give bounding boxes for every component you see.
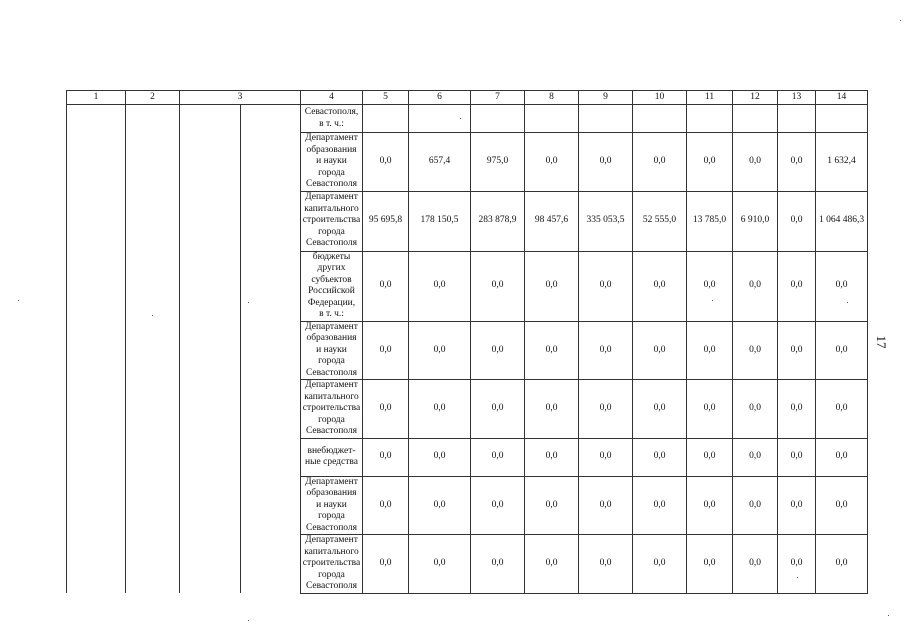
empty-cell xyxy=(67,438,126,476)
table-row xyxy=(67,438,868,476)
value-cell: 0,0 xyxy=(633,321,687,380)
header-cell: 12 xyxy=(733,91,778,105)
value-cell: 0,0 xyxy=(525,251,579,321)
value-cell: 0,0 xyxy=(816,321,868,380)
value-cell: 0,0 xyxy=(778,476,816,535)
value-cell: 0,0 xyxy=(733,321,778,380)
value-cell: 0,0 xyxy=(733,438,778,476)
value-cell xyxy=(778,105,816,133)
value-cell: 0,0 xyxy=(471,438,525,476)
value-cell: 0,0 xyxy=(363,321,409,380)
empty-cell xyxy=(241,251,301,321)
empty-cell xyxy=(180,535,241,594)
header-cell: 7 xyxy=(471,91,525,105)
empty-cell xyxy=(180,133,241,192)
empty-cell xyxy=(241,321,301,380)
header-cell: 4 xyxy=(301,91,363,105)
scan-speck xyxy=(888,615,889,616)
value-cell: 0,0 xyxy=(816,535,868,594)
scan-speck xyxy=(18,300,19,301)
empty-cell xyxy=(67,191,126,251)
empty-cell xyxy=(126,438,180,476)
value-cell: 0,0 xyxy=(816,476,868,535)
value-cell: 1 632,4 xyxy=(816,133,868,192)
empty-cell xyxy=(180,476,241,535)
value-cell xyxy=(471,105,525,133)
row-label: Департамент капитального строительства города Севастополя xyxy=(301,191,363,251)
value-cell: 13 785,0 xyxy=(687,191,733,251)
empty-cell xyxy=(241,105,301,133)
empty-cell xyxy=(67,105,126,133)
empty-cell xyxy=(67,380,126,439)
header-cell: 1 xyxy=(67,91,126,105)
empty-cell xyxy=(126,321,180,380)
value-cell: 0,0 xyxy=(778,535,816,594)
value-cell: 0,0 xyxy=(409,438,471,476)
value-cell: 0,0 xyxy=(816,438,868,476)
empty-cell xyxy=(241,438,301,476)
value-cell: 0,0 xyxy=(633,535,687,594)
empty-cell xyxy=(126,476,180,535)
value-cell: 0,0 xyxy=(579,321,633,380)
empty-cell xyxy=(180,191,241,251)
row-label: Департамент образования и науки города Севастополя xyxy=(301,321,363,380)
value-cell: 0,0 xyxy=(579,535,633,594)
empty-cell xyxy=(126,191,180,251)
value-cell: 0,0 xyxy=(525,380,579,439)
value-cell: 0,0 xyxy=(579,133,633,192)
value-cell: 0,0 xyxy=(733,380,778,439)
value-cell: 0,0 xyxy=(363,476,409,535)
value-cell: 0,0 xyxy=(363,251,409,321)
value-cell: 975,0 xyxy=(471,133,525,192)
scan-speck xyxy=(460,118,461,119)
empty-cell xyxy=(126,105,180,133)
value-cell: 283 878,9 xyxy=(471,191,525,251)
empty-cell xyxy=(126,535,180,594)
value-cell: 95 695,8 xyxy=(363,191,409,251)
header-cell: 8 xyxy=(525,91,579,105)
empty-cell xyxy=(126,251,180,321)
value-cell: 0,0 xyxy=(633,438,687,476)
value-cell: 0,0 xyxy=(687,535,733,594)
budget-table xyxy=(66,90,868,594)
value-cell xyxy=(409,105,471,133)
value-cell: 0,0 xyxy=(363,438,409,476)
row-label: Департамент образования и науки города Севастополя xyxy=(301,133,363,192)
row-label: Департамент капитального строительства города Севастополя xyxy=(301,535,363,594)
empty-cell xyxy=(241,380,301,439)
value-cell: 0,0 xyxy=(733,535,778,594)
table-row xyxy=(67,105,868,133)
value-cell: 335 053,5 xyxy=(579,191,633,251)
scan-speck xyxy=(900,20,901,21)
value-cell: 0,0 xyxy=(409,476,471,535)
empty-cell xyxy=(67,321,126,380)
value-cell: 0,0 xyxy=(525,438,579,476)
scan-speck xyxy=(248,620,249,621)
value-cell xyxy=(525,105,579,133)
table-row xyxy=(67,191,868,251)
empty-cell xyxy=(67,476,126,535)
value-cell: 1 064 486,3 xyxy=(816,191,868,251)
row-label: Департамент капитального строительства города Севастополя xyxy=(301,380,363,439)
value-cell: 0,0 xyxy=(733,251,778,321)
value-cell: 0,0 xyxy=(816,251,868,321)
scan-speck xyxy=(712,300,713,301)
value-cell: 0,0 xyxy=(633,133,687,192)
header-cell: 10 xyxy=(633,91,687,105)
value-cell: 6 910,0 xyxy=(733,191,778,251)
header-cell: 13 xyxy=(778,91,816,105)
header-cell: 6 xyxy=(409,91,471,105)
row-label: внебюджет- ные средства xyxy=(301,438,363,476)
header-cell: 5 xyxy=(363,91,409,105)
empty-cell xyxy=(241,535,301,594)
value-cell xyxy=(733,105,778,133)
value-cell: 0,0 xyxy=(409,535,471,594)
value-cell: 0,0 xyxy=(525,476,579,535)
scan-speck xyxy=(152,315,153,316)
scan-speck xyxy=(847,302,848,303)
value-cell: 52 555,0 xyxy=(633,191,687,251)
value-cell: 0,0 xyxy=(778,133,816,192)
value-cell: 0,0 xyxy=(471,321,525,380)
value-cell: 0,0 xyxy=(687,476,733,535)
table-body xyxy=(67,91,868,594)
empty-cell xyxy=(180,251,241,321)
value-cell: 0,0 xyxy=(579,476,633,535)
empty-cell xyxy=(241,191,301,251)
empty-cell xyxy=(67,535,126,594)
table-row xyxy=(67,535,868,594)
value-cell: 0,0 xyxy=(363,133,409,192)
value-cell xyxy=(579,105,633,133)
value-cell: 0,0 xyxy=(687,133,733,192)
header-cell: 9 xyxy=(579,91,633,105)
value-cell: 98 457,6 xyxy=(525,191,579,251)
value-cell: 0,0 xyxy=(687,438,733,476)
row-label: бюджеты других субъектов Российской Федерации, в т. ч.: xyxy=(301,251,363,321)
empty-cell xyxy=(241,476,301,535)
value-cell: 0,0 xyxy=(778,380,816,439)
value-cell: 0,0 xyxy=(471,380,525,439)
scan-speck xyxy=(797,577,798,578)
table-row xyxy=(67,380,868,439)
value-cell xyxy=(363,105,409,133)
value-cell: 0,0 xyxy=(409,251,471,321)
empty-cell xyxy=(126,380,180,439)
value-cell: 657,4 xyxy=(409,133,471,192)
scan-speck xyxy=(248,302,249,303)
value-cell: 0,0 xyxy=(471,476,525,535)
value-cell: 0,0 xyxy=(816,380,868,439)
value-cell: 0,0 xyxy=(778,438,816,476)
table-row xyxy=(67,476,868,535)
value-cell: 0,0 xyxy=(363,535,409,594)
empty-cell xyxy=(126,133,180,192)
value-cell: 0,0 xyxy=(687,251,733,321)
value-cell: 0,0 xyxy=(733,476,778,535)
empty-cell xyxy=(67,251,126,321)
empty-cell xyxy=(67,133,126,192)
table-row xyxy=(67,321,868,380)
header-row xyxy=(67,91,868,105)
table-row xyxy=(67,251,868,321)
value-cell: 0,0 xyxy=(363,380,409,439)
row-label: Департамент образования и науки города Севастополя xyxy=(301,476,363,535)
value-cell xyxy=(816,105,868,133)
value-cell: 0,0 xyxy=(471,251,525,321)
empty-cell xyxy=(180,380,241,439)
value-cell: 0,0 xyxy=(633,251,687,321)
value-cell: 0,0 xyxy=(778,321,816,380)
empty-cell xyxy=(180,321,241,380)
row-label: Севастополя, в т. ч.: xyxy=(301,105,363,133)
value-cell: 0,0 xyxy=(579,438,633,476)
empty-cell xyxy=(180,105,241,133)
value-cell: 0,0 xyxy=(778,251,816,321)
value-cell: 0,0 xyxy=(409,321,471,380)
value-cell: 0,0 xyxy=(579,380,633,439)
empty-cell xyxy=(180,438,241,476)
table-row xyxy=(67,133,868,192)
value-cell xyxy=(633,105,687,133)
value-cell: 0,0 xyxy=(633,380,687,439)
value-cell: 178 150,5 xyxy=(409,191,471,251)
value-cell: 0,0 xyxy=(778,191,816,251)
value-cell xyxy=(687,105,733,133)
empty-cell xyxy=(241,133,301,192)
value-cell: 0,0 xyxy=(525,321,579,380)
value-cell: 0,0 xyxy=(687,321,733,380)
header-cell: 2 xyxy=(126,91,180,105)
value-cell: 0,0 xyxy=(733,133,778,192)
value-cell: 0,0 xyxy=(471,535,525,594)
value-cell: 0,0 xyxy=(409,380,471,439)
header-cell: 11 xyxy=(687,91,733,105)
page-number: 17 xyxy=(874,335,889,349)
value-cell: 0,0 xyxy=(525,535,579,594)
value-cell: 0,0 xyxy=(633,476,687,535)
header-cell: 3 xyxy=(180,91,301,105)
header-cell: 14 xyxy=(816,91,868,105)
value-cell: 0,0 xyxy=(687,380,733,439)
value-cell: 0,0 xyxy=(579,251,633,321)
value-cell: 0,0 xyxy=(525,133,579,192)
